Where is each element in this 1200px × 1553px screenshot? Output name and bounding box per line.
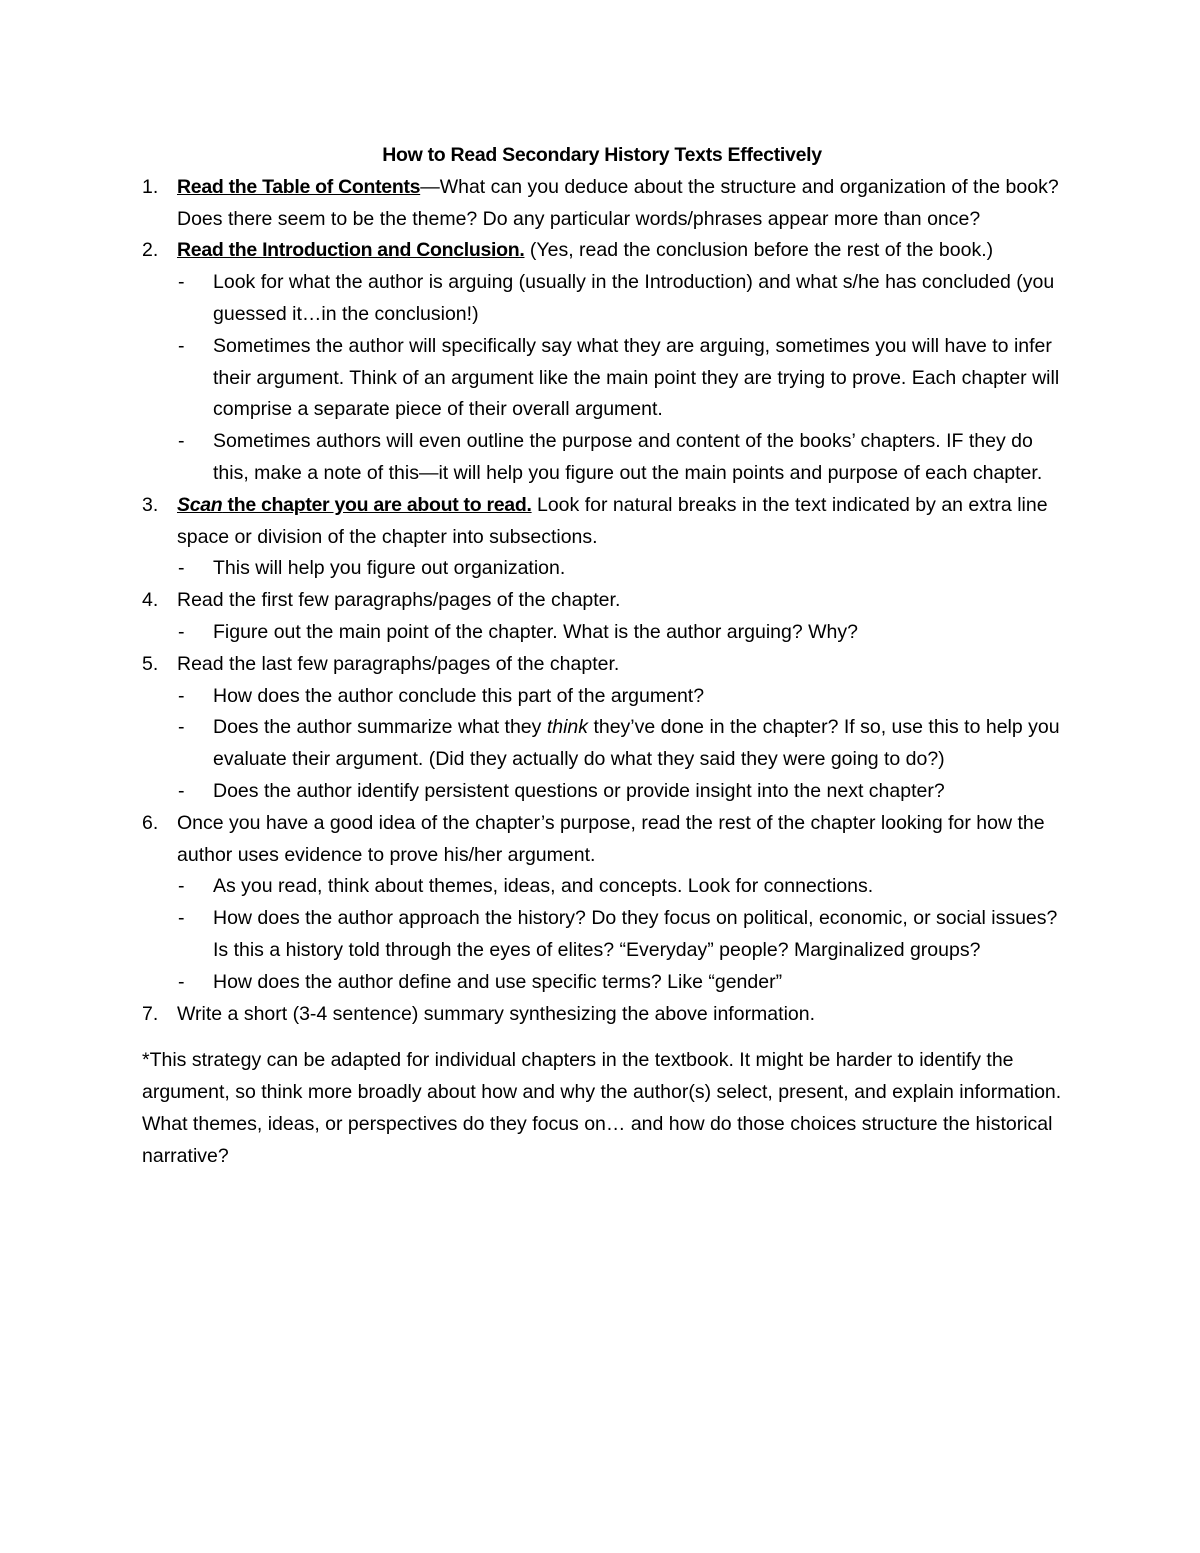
bullet-item bbox=[142, 267, 1062, 331]
list-item bbox=[142, 999, 1062, 1031]
list-item bbox=[142, 649, 1062, 681]
item-text: Read the last few paragraphs/pages of the chapter. bbox=[177, 652, 620, 675]
dash-marker: - bbox=[178, 970, 185, 993]
item-number: 6. bbox=[142, 811, 159, 834]
item-number: 3. bbox=[142, 493, 159, 516]
dash-marker: - bbox=[178, 779, 185, 802]
item-number: 2. bbox=[142, 239, 159, 262]
dash-marker: - bbox=[178, 684, 185, 707]
sub-list bbox=[142, 267, 1062, 490]
item-text: —What can you deduce about the structure and organization of the book? Does there seem to be the theme? Do any particular words/phrases appear more than once? bbox=[177, 175, 1059, 230]
document-title: How to Read Secondary History Texts Effectively bbox=[382, 144, 822, 166]
document-page bbox=[142, 140, 1062, 1192]
bullet-item bbox=[142, 871, 1062, 903]
bullet-text: How does the author approach the history? Do they focus on political, economic, or social issues? Is this a history told through the eyes of elites? “Everyday” people? Marginalized groups? bbox=[213, 907, 1058, 961]
bullet-text-after: they’ve done in the chapter? If so, use this to help you evaluate their argument. (Did they actually do what they said they were going to do?) bbox=[213, 716, 1060, 771]
item-number: 7. bbox=[142, 1002, 159, 1025]
steps-list bbox=[142, 649, 1062, 681]
bullet-text: Sometimes the author will specifically say what they are arguing, sometimes you will have to infer their argument. Think of an argument like the main point they are trying to prove. Each chapter will comprise a separate piece of their overall argument. bbox=[213, 334, 1060, 421]
list-item bbox=[142, 490, 1062, 554]
bullet-item bbox=[142, 426, 1062, 490]
bullet-text-before: Does the author summarize what they bbox=[213, 716, 547, 739]
sub-list bbox=[142, 617, 1062, 649]
item-text: Look for natural breaks in the text indicated by an extra line space or division of the chapter into subsections. bbox=[177, 493, 1048, 548]
bullet-item bbox=[142, 967, 1062, 999]
bullet-text-italic: think bbox=[546, 716, 589, 739]
bullet-text: This will help you figure out organization. bbox=[213, 557, 566, 580]
item-text: (Yes, read the conclusion before the rest of the book.) bbox=[524, 239, 994, 262]
dash-marker: - bbox=[178, 716, 185, 739]
dash-marker: - bbox=[178, 907, 185, 930]
bullet-item bbox=[142, 553, 1062, 585]
footnote: *This strategy can be adapted for individual chapters in the textbook. It might be harder to identify the argument, so think more broadly about how and why the author(s) select, present, and explain information. What themes, ideas, or perspectives do they focus on… and how do those choices structure the historical narrative? bbox=[142, 1049, 1062, 1167]
sub-list bbox=[142, 871, 1062, 998]
steps-list bbox=[142, 172, 1062, 267]
sub-list bbox=[142, 681, 1062, 808]
bullet-item bbox=[142, 617, 1062, 649]
item-heading: Read the Introduction and Conclusion. bbox=[177, 239, 525, 262]
dash-marker: - bbox=[178, 271, 185, 294]
bullet-text: Figure out the main point of the chapter. What is the author arguing? Why? bbox=[213, 620, 858, 643]
list-item bbox=[142, 172, 1062, 236]
dash-marker: - bbox=[178, 875, 185, 898]
item-text: Once you have a good idea of the chapter’s purpose, read the rest of the chapter looking for how the author uses evidence to prove his/her argument. bbox=[177, 811, 1045, 866]
bullet-item bbox=[142, 712, 1062, 776]
list-item bbox=[142, 808, 1062, 872]
bullet-text: Does the author identify persistent questions or provide insight into the next chapter? bbox=[213, 779, 945, 802]
item-heading: Read the Table of Contents bbox=[177, 175, 421, 198]
item-number: 5. bbox=[142, 652, 159, 675]
dash-marker: - bbox=[178, 620, 185, 643]
dash-marker: - bbox=[178, 557, 185, 580]
steps-list bbox=[142, 585, 1062, 617]
list-item bbox=[142, 235, 1062, 267]
item-heading-italic: Scan bbox=[177, 493, 223, 516]
item-number: 4. bbox=[142, 589, 159, 612]
steps-list bbox=[142, 490, 1062, 554]
bullet-text: How does the author conclude this part of the argument? bbox=[213, 684, 705, 707]
steps-list bbox=[142, 808, 1062, 872]
dash-marker: - bbox=[178, 430, 185, 453]
item-text: Read the first few paragraphs/pages of the chapter. bbox=[177, 589, 621, 612]
bullet-text: As you read, think about themes, ideas, and concepts. Look for connections. bbox=[213, 875, 874, 898]
item-text: Write a short (3-4 sentence) summary synthesizing the above information. bbox=[177, 1002, 816, 1025]
list-item bbox=[142, 585, 1062, 617]
sub-list bbox=[142, 553, 1062, 585]
bullet-item bbox=[142, 681, 1062, 713]
bullet-text: Look for what the author is arguing (usually in the Introduction) and what s/he has concluded (you guessed it…in the conclusion!) bbox=[213, 271, 1055, 325]
bullet-item bbox=[142, 331, 1062, 426]
item-number: 1. bbox=[142, 175, 159, 198]
item-heading: the chapter you are about to read. bbox=[222, 493, 532, 516]
steps-list bbox=[142, 999, 1062, 1031]
bullet-text: Sometimes authors will even outline the purpose and content of the books’ chapters. IF they do this, make a note of this—it will help you figure out the main points and purpose of each chapter. bbox=[213, 430, 1043, 484]
dash-marker: - bbox=[178, 334, 185, 357]
bullet-item bbox=[142, 903, 1062, 967]
bullet-text: How does the author define and use specific terms? Like “gender” bbox=[213, 970, 783, 993]
bullet-item bbox=[142, 776, 1062, 808]
